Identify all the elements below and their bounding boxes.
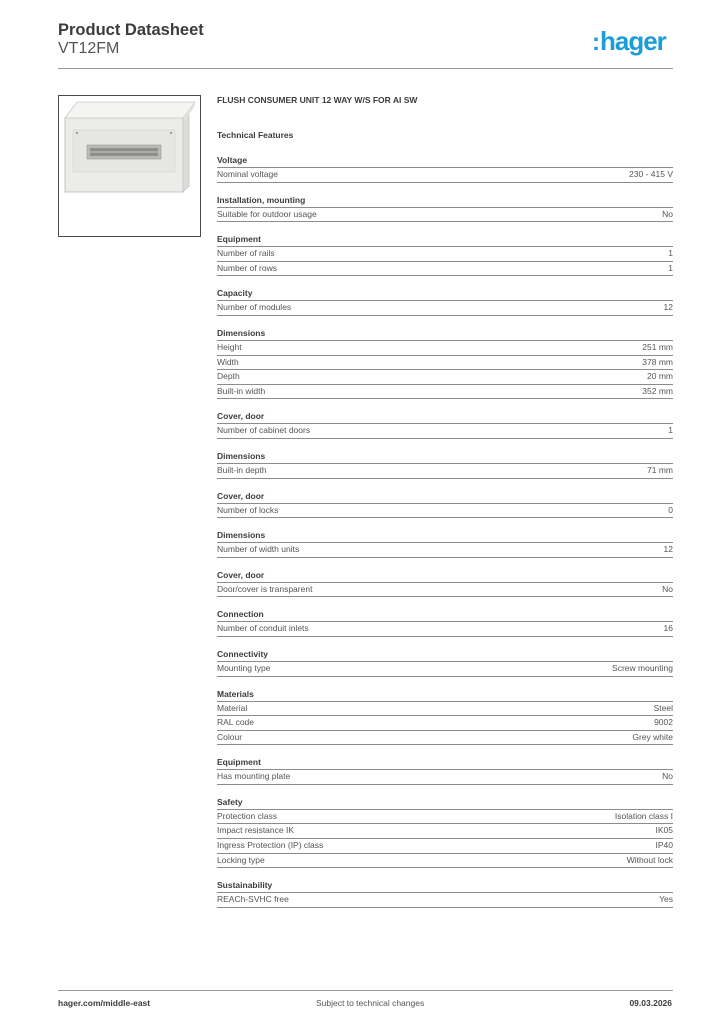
feature-row bbox=[217, 702, 673, 717]
logo-text: hager bbox=[600, 26, 666, 56]
feature-section bbox=[217, 796, 673, 868]
product-image bbox=[58, 95, 201, 237]
feature-value: 352 mm bbox=[642, 385, 673, 396]
feature-row bbox=[217, 370, 673, 385]
technical-features-title: Technical Features bbox=[217, 130, 294, 140]
feature-row bbox=[217, 583, 673, 598]
feature-label: Colour bbox=[217, 731, 243, 742]
feature-section bbox=[217, 410, 673, 439]
feature-value: 1 bbox=[668, 248, 673, 259]
hager-logo: :hager bbox=[592, 26, 666, 56]
feature-row bbox=[217, 824, 673, 839]
feature-row bbox=[217, 168, 673, 183]
section-title: Cover, door bbox=[217, 410, 673, 424]
feature-value: 251 mm bbox=[642, 341, 673, 352]
section-title: Connection bbox=[217, 608, 673, 622]
page-title: Product Datasheet bbox=[58, 21, 204, 39]
feature-section bbox=[217, 569, 673, 598]
feature-value: No bbox=[662, 771, 673, 782]
feature-label: Number of modules bbox=[217, 302, 292, 313]
section-title: Safety bbox=[217, 796, 673, 810]
feature-row bbox=[217, 810, 673, 825]
section-title: Capacity bbox=[217, 287, 673, 301]
feature-row bbox=[217, 893, 673, 908]
feature-row bbox=[217, 622, 673, 637]
feature-label: Height bbox=[217, 341, 242, 352]
feature-value: Yes bbox=[659, 894, 673, 905]
feature-label: Suitable for outdoor usage bbox=[217, 208, 317, 219]
footer-date: 09.03.2026 bbox=[629, 998, 672, 1008]
feature-label: Number of cabinet doors bbox=[217, 425, 311, 436]
feature-label: Number of conduit inlets bbox=[217, 623, 309, 634]
feature-label: Ingress Protection (IP) class bbox=[217, 840, 324, 851]
product-reference: VT12FM bbox=[58, 40, 120, 57]
feature-value: 230 - 415 V bbox=[629, 169, 673, 179]
feature-value: No bbox=[662, 583, 673, 594]
footer-website: hager.com/middle-east bbox=[58, 998, 151, 1008]
section-title: Materials bbox=[217, 688, 673, 702]
feature-label: Number of width units bbox=[217, 544, 300, 555]
product-name: FLUSH CONSUMER UNIT 12 WAY W/S FOR AI SW bbox=[217, 95, 418, 105]
feature-value: 12 bbox=[663, 544, 673, 555]
feature-label: Mounting type bbox=[217, 662, 271, 673]
feature-value: IK05 bbox=[655, 825, 673, 836]
feature-section bbox=[217, 450, 673, 479]
feature-value: Screw mounting bbox=[612, 662, 673, 673]
feature-row bbox=[217, 424, 673, 439]
feature-value: 378 mm bbox=[642, 356, 673, 367]
feature-section bbox=[217, 327, 673, 399]
feature-value: 9002 bbox=[654, 717, 673, 728]
feature-row bbox=[217, 464, 673, 479]
feature-section bbox=[217, 608, 673, 637]
feature-row bbox=[217, 731, 673, 746]
section-title: Voltage bbox=[217, 154, 673, 168]
feature-label: Nominal voltage bbox=[217, 169, 278, 179]
footer-divider bbox=[58, 990, 673, 991]
feature-label: Locking type bbox=[217, 854, 265, 865]
footer-note: Subject to technical changes bbox=[316, 998, 425, 1008]
feature-label: Number of rows bbox=[217, 262, 277, 273]
datasheet-content bbox=[217, 93, 673, 908]
feature-section bbox=[217, 529, 673, 558]
section-title: Cover, door bbox=[217, 569, 673, 583]
feature-section bbox=[217, 688, 673, 746]
feature-value: 16 bbox=[663, 623, 673, 634]
feature-row bbox=[217, 854, 673, 869]
feature-row bbox=[217, 301, 673, 316]
feature-label: Number of rails bbox=[217, 248, 275, 259]
section-title: Installation, mounting bbox=[217, 194, 673, 208]
section-title: Sustainability bbox=[217, 879, 673, 893]
feature-value: 71 mm bbox=[647, 464, 673, 475]
feature-row bbox=[217, 770, 673, 785]
feature-value: Steel bbox=[653, 702, 673, 713]
feature-row bbox=[217, 716, 673, 731]
feature-label: RAL code bbox=[217, 717, 255, 728]
section-title: Dimensions bbox=[217, 529, 673, 543]
feature-row bbox=[217, 262, 673, 277]
header-divider bbox=[58, 68, 673, 69]
section-title: Equipment bbox=[217, 233, 673, 247]
feature-label: Built-in width bbox=[217, 385, 266, 396]
feature-value: Isolation class I bbox=[614, 810, 673, 821]
feature-value: 1 bbox=[668, 425, 673, 436]
feature-row bbox=[217, 356, 673, 371]
feature-row bbox=[217, 543, 673, 558]
feature-section bbox=[217, 648, 673, 677]
feature-value: 0 bbox=[668, 504, 673, 515]
feature-section bbox=[217, 490, 673, 519]
feature-row bbox=[217, 341, 673, 356]
feature-label: Number of locks bbox=[217, 504, 279, 515]
feature-row bbox=[217, 839, 673, 854]
consumer-unit-illustration bbox=[59, 96, 200, 236]
feature-value: IP40 bbox=[655, 840, 673, 851]
feature-label: Depth bbox=[217, 371, 240, 382]
feature-value: 20 mm bbox=[647, 371, 673, 382]
feature-row bbox=[217, 504, 673, 519]
section-title: Dimensions bbox=[217, 327, 673, 341]
feature-sections bbox=[217, 154, 673, 908]
feature-label: Impact resistance IK bbox=[217, 825, 295, 836]
feature-section bbox=[217, 287, 673, 316]
feature-section bbox=[217, 756, 673, 785]
feature-value: Grey white bbox=[632, 731, 673, 742]
feature-section bbox=[217, 194, 673, 223]
feature-value: 12 bbox=[663, 302, 673, 313]
section-title: Equipment bbox=[217, 756, 673, 770]
section-title: Dimensions bbox=[217, 450, 673, 464]
feature-section bbox=[217, 233, 673, 276]
feature-value: No bbox=[662, 208, 673, 219]
feature-value: 1 bbox=[668, 262, 673, 273]
feature-row bbox=[217, 662, 673, 677]
feature-label: Width bbox=[217, 356, 239, 367]
feature-label: Door/cover is transparent bbox=[217, 583, 313, 594]
feature-row bbox=[217, 208, 673, 223]
feature-label: Built-in depth bbox=[217, 464, 267, 475]
feature-label: REACh-SVHC free bbox=[217, 894, 289, 905]
feature-row bbox=[217, 385, 673, 400]
feature-section bbox=[217, 879, 673, 908]
feature-label: Material bbox=[217, 702, 248, 713]
section-title: Connectivity bbox=[217, 648, 673, 662]
feature-row bbox=[217, 247, 673, 262]
feature-value: Without lock bbox=[626, 854, 673, 865]
feature-section bbox=[217, 154, 673, 183]
feature-label: Protection class bbox=[217, 810, 277, 821]
feature-label: Has mounting plate bbox=[217, 771, 291, 782]
section-title: Cover, door bbox=[217, 490, 673, 504]
